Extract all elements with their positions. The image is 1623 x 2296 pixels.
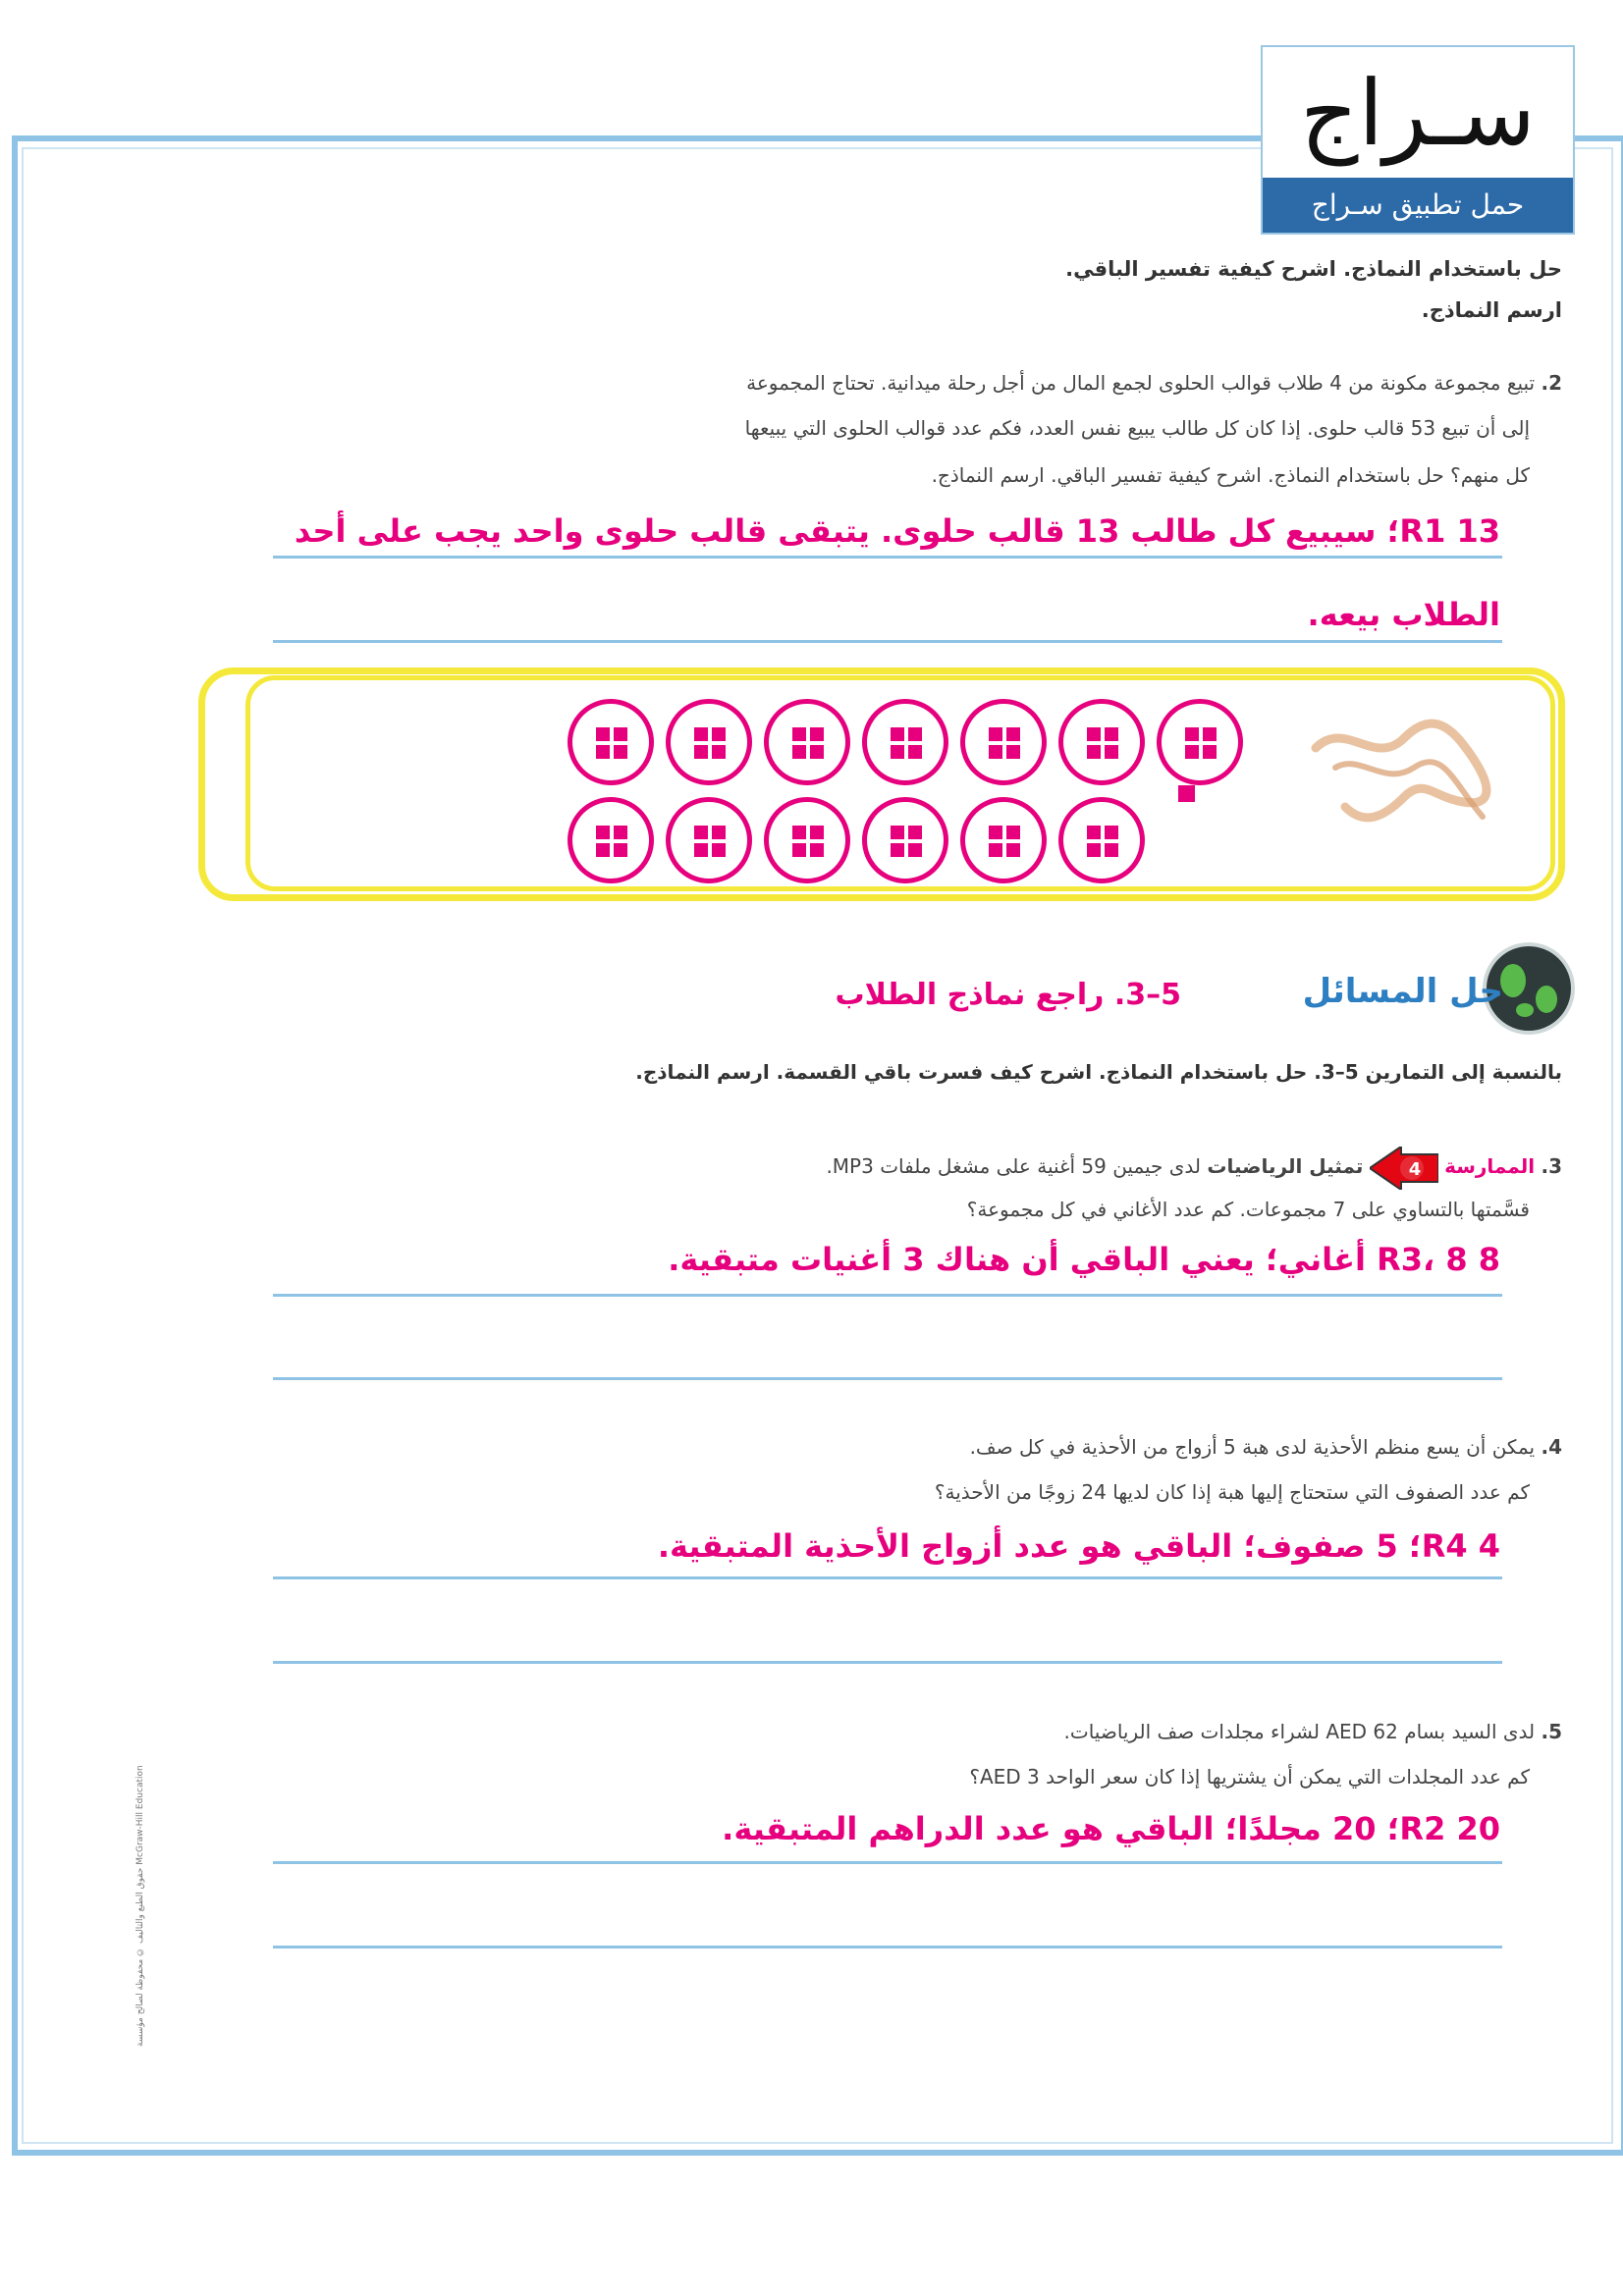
answer-rule <box>273 1576 1502 1579</box>
siraj-logo[interactable] <box>1261 45 1575 235</box>
q3-line-2: قسَّمتها بالتساوي على 7 مجموعات. كم عدد الأغاني في كل مجموعة؟ <box>966 1198 1530 1221</box>
q3-practice-label: الممارسة <box>1444 1154 1536 1178</box>
q3-topic: تمثيل الرياضيات <box>1207 1154 1364 1178</box>
remainder-square <box>1178 785 1195 802</box>
section-instruction: بالنسبة إلى التمارين 5–3. حل باستخدام النماذج. اشرح كيف فسرت باقي القسمة. ارسم النماذج. <box>635 1060 1562 1084</box>
q5-line-1 <box>89 1708 1562 1755</box>
counter-chip <box>862 797 948 883</box>
q2-line-1 <box>89 359 1562 406</box>
answer-rule <box>273 1377 1502 1380</box>
logo-tagline: حمل تطبيق سـراج <box>1263 178 1573 233</box>
answer-rule <box>273 1861 1502 1864</box>
counter-chip <box>1058 797 1145 883</box>
q4-text-1: يمكن أن يسع منظم الأحذية لدى هبة 5 أزواج من الأحذية في كل صف. <box>969 1435 1536 1459</box>
answer-rule <box>273 556 1502 559</box>
counter-chip <box>568 699 654 785</box>
counter-chip <box>666 699 752 785</box>
counter-chip <box>960 797 1047 883</box>
counter-chip <box>960 699 1047 785</box>
answer-rule <box>273 640 1502 643</box>
scribble-logo-icon <box>1306 709 1507 836</box>
answer-rule <box>273 1294 1502 1297</box>
q5-line-2: كم عدد المجلدات التي يمكن أن يشتريها إذا كان سعر الواحد AED 3؟ <box>969 1765 1530 1789</box>
q3-number: 3. <box>1541 1154 1562 1178</box>
q5-text-1: لدى السيد بسام AED 62 لشراء مجلدات صف الرياضيات. <box>1063 1720 1536 1743</box>
counter-chip <box>1058 699 1145 785</box>
q4-line-2: كم عدد الصفوف التي ستحتاج إليها هبة إذا كان لديها 24 زوجًا من الأحذية؟ <box>934 1480 1530 1504</box>
instruction-line-2: ارسم النماذج. <box>1421 298 1562 322</box>
q4-line-1 <box>89 1423 1562 1470</box>
q4-answer: 4 R4؛ 5 صفوف؛ الباقي هو عدد أزواج الأحذية المتبقية. <box>657 1527 1500 1565</box>
instruction-line-1: حل باستخدام النماذج. اشرح كيفية تفسير الباقي. <box>1065 257 1562 281</box>
q2-line-3: كل منهم؟ حل باستخدام النماذج. اشرح كيفية تفسير الباقي. ارسم النماذج. <box>931 463 1530 487</box>
section-subtitle: 5–3. راجع نماذج الطلاب <box>835 978 1181 1012</box>
q5-number: 5. <box>1541 1720 1562 1743</box>
practice-arrow-icon <box>1370 1147 1438 1190</box>
q3-answer: 8 R3، 8 أغاني؛ يعني الباقي أن هناك 3 أغنيات متبقية. <box>668 1241 1500 1278</box>
q4-number: 4. <box>1541 1435 1562 1459</box>
section-title: حل المسائل <box>1302 972 1503 1011</box>
q2-answer-line-1: 13 R1؛ سيبيع كل طالب 13 قالب حلوى. يتبقى قالب حلوى واحد يجب على أحد <box>294 512 1500 550</box>
q5-answer: 20 R2؛ 20 مجلدًا؛ الباقي هو عدد الدراهم المتبقية. <box>722 1810 1500 1847</box>
counter-chip <box>862 699 948 785</box>
counter-chip <box>764 699 850 785</box>
q2-number: 2. <box>1541 371 1562 395</box>
answer-rule <box>273 1661 1502 1664</box>
q3-line-1 <box>89 1143 1562 1190</box>
counter-chip <box>1157 699 1243 785</box>
q2-answer-line-2: الطلاب بيعه. <box>1307 596 1500 633</box>
q3-practice-number: 4 <box>1408 1158 1421 1180</box>
counter-chip <box>666 797 752 883</box>
side-copyright: حقوق الطبع والتأليف © محفوظة لصالح مؤسسة McGraw-Hill Education <box>135 1765 145 2047</box>
counter-chip <box>568 797 654 883</box>
logo-wordmark: سـراج <box>1300 61 1536 166</box>
counter-chip <box>764 797 850 883</box>
q3-text-1: لدى جيمين 59 أغنية على مشغل ملفات MP3. <box>826 1154 1202 1178</box>
q2-line-2: إلى أن تبيع 53 قالب حلوى. إذا كان كل طالب يبيع نفس العدد، فكم عدد قوالب الحلوى التي يبيعها <box>744 416 1530 440</box>
answer-rule <box>273 1946 1502 1949</box>
q2-text-1: تبيع مجموعة مكونة من 4 طلاب قوالب الحلوى لجمع المال من أجل رحلة ميدانية. تحتاج المجموعة <box>746 371 1536 395</box>
